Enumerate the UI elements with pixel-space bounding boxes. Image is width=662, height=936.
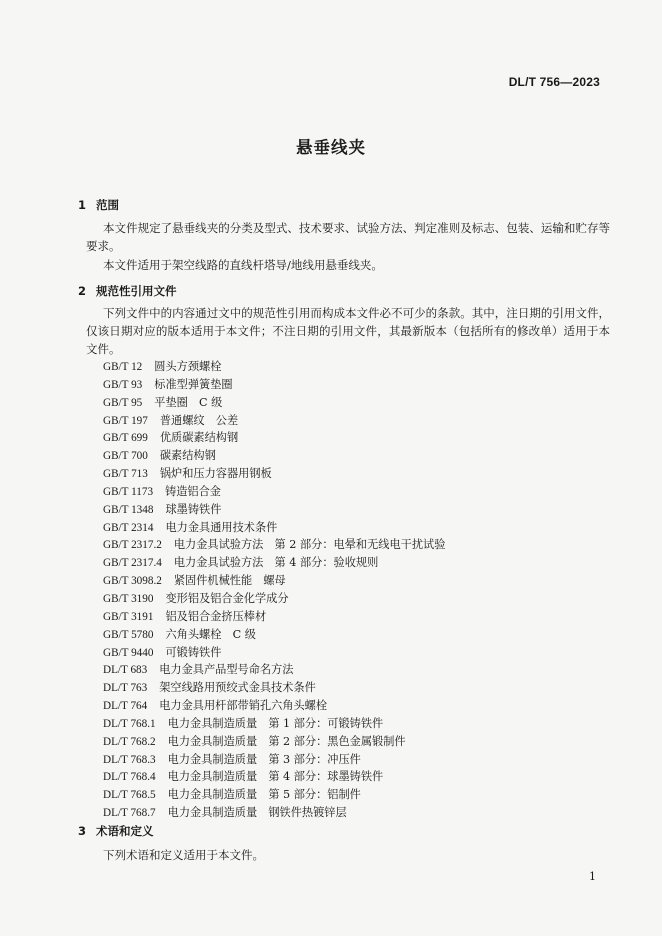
section-heading-text: 范围 <box>96 198 119 212</box>
reference-item <box>103 608 445 626</box>
reference-code: GB/T 9440 <box>103 646 154 659</box>
reference-title: 变形铝及铝合金化学成分 <box>165 591 289 605</box>
section-heading-text: 规范性引用文件 <box>96 284 177 298</box>
reference-item <box>103 768 445 786</box>
reference-item <box>103 412 445 430</box>
reference-title: 电力金具制造质量 第 5 部分：铝制件 <box>167 788 361 802</box>
reference-title: 电力金具产品型号命名方法 <box>159 663 294 677</box>
reference-title: 碳素结构钢 <box>159 449 216 463</box>
section-2-heading <box>78 283 177 299</box>
reference-title: 优质碳素结构钢 <box>159 431 239 445</box>
reference-item <box>103 447 445 465</box>
reference-item <box>103 786 445 804</box>
section-number: 2 <box>78 284 87 298</box>
reference-code: GB/T 197 <box>103 414 148 427</box>
reference-item <box>103 376 445 394</box>
reference-title: 架空线路用预绞式金具技术条件 <box>159 681 316 695</box>
reference-title: 电力金具制造质量 第 4 部分：球墨铸铁件 <box>167 770 384 784</box>
reference-title: 铝及铝合金挤压棒材 <box>165 609 267 623</box>
reference-title: 电力金具通用技术条件 <box>165 520 278 534</box>
reference-list <box>103 358 445 822</box>
reference-title: 电力金具制造质量 第 3 部分：冲压件 <box>167 752 361 766</box>
reference-code: DL/T 768.7 <box>103 807 156 820</box>
reference-title: 六角头螺栓 C 级 <box>165 627 256 641</box>
reference-title: 电力金具用杆部带销孔六角头螺栓 <box>159 699 328 713</box>
reference-title: 球墨铸铁件 <box>165 502 222 516</box>
reference-code: GB/T 2314 <box>103 521 154 534</box>
reference-title: 可锻铸铁件 <box>165 645 222 659</box>
reference-item <box>103 751 445 769</box>
reference-item <box>103 394 445 412</box>
section-number: 1 <box>78 198 87 212</box>
reference-title: 标准型弹簧垫圈 <box>154 377 233 391</box>
reference-item <box>103 626 445 644</box>
reference-title: 电力金具制造质量 第 2 部分：黑色金属锻制件 <box>167 734 406 748</box>
section-1-para-1: 本文件规定了悬垂线夹的分类及型式、技术要求、试验方法、判定准则及标志、包装、运输和贮存等要求。 <box>86 221 610 253</box>
reference-title: 普通螺纹 公差 <box>159 413 239 427</box>
reference-title: 平垫圈 C 级 <box>154 395 223 409</box>
reference-title: 电力金具制造质量 第 1 部分：可锻铸铁件 <box>167 716 384 730</box>
reference-code: GB/T 12 <box>103 361 143 373</box>
reference-item <box>103 429 445 447</box>
reference-item <box>103 501 445 519</box>
reference-code: GB/T 2317.4 <box>103 557 162 570</box>
reference-code: DL/T 768.1 <box>103 717 156 730</box>
reference-title: 电力金具试验方法 第 2 部分：电晕和无线电干扰试验 <box>173 538 446 552</box>
section-1-para-2: 本文件适用于架空线路的直线杆塔导/地线用悬垂线夹。 <box>103 258 383 272</box>
reference-title: 圆头方颈螺栓 <box>154 360 222 373</box>
reference-code: DL/T 764 <box>103 700 148 713</box>
reference-item <box>103 554 445 572</box>
reference-title: 电力金具制造质量 钢铁件热镀锌层 <box>167 806 347 820</box>
section-1-heading <box>78 197 119 213</box>
reference-item <box>103 679 445 697</box>
reference-item <box>103 697 445 715</box>
reference-code: GB/T 95 <box>103 396 143 409</box>
reference-item <box>103 519 445 537</box>
reference-code: DL/T 768.4 <box>103 771 156 784</box>
reference-item <box>103 733 445 751</box>
reference-title: 铸造铝合金 <box>165 484 221 498</box>
reference-code: GB/T 699 <box>103 432 148 445</box>
reference-code: DL/T 768.2 <box>103 735 156 748</box>
reference-item <box>103 483 445 501</box>
reference-code: DL/T 763 <box>103 682 148 695</box>
section-3-heading <box>78 823 154 839</box>
reference-item <box>103 572 445 590</box>
reference-item <box>103 715 445 733</box>
reference-code: GB/T 2317.2 <box>103 539 162 552</box>
reference-item <box>103 644 445 662</box>
section-3-para-1: 下列术语和定义适用于本文件。 <box>103 848 264 862</box>
reference-item <box>103 465 445 483</box>
reference-code: DL/T 683 <box>103 664 148 677</box>
reference-item <box>103 661 445 679</box>
reference-title: 锅炉和压力容器用钢板 <box>159 467 272 481</box>
reference-title: 紧固件机械性能 螺母 <box>173 574 286 588</box>
reference-item <box>103 536 445 554</box>
reference-item <box>103 590 445 608</box>
reference-title: 电力金具试验方法 第 4 部分：验收规则 <box>173 556 379 570</box>
reference-code: GB/T 5780 <box>103 628 154 641</box>
reference-code: GB/T 713 <box>103 468 148 481</box>
section-heading-text: 术语和定义 <box>96 824 154 838</box>
reference-code: GB/T 3191 <box>103 610 154 623</box>
section-number: 3 <box>78 824 87 838</box>
reference-item <box>103 804 445 822</box>
reference-code: GB/T 3190 <box>103 592 154 605</box>
page-title: 悬垂线夹 <box>296 138 366 157</box>
page-number: 1 <box>589 870 596 883</box>
reference-code: GB/T 93 <box>103 378 143 391</box>
reference-item <box>103 358 445 376</box>
reference-code: GB/T 700 <box>103 450 148 463</box>
reference-code: DL/T 768.3 <box>103 753 156 766</box>
doc-code: DL/T 756—2023 <box>508 75 600 89</box>
reference-code: GB/T 3098.2 <box>103 575 162 588</box>
reference-code: GB/T 1348 <box>103 503 154 516</box>
reference-code: DL/T 768.5 <box>103 789 156 802</box>
section-2-para-1: 下列文件中的内容通过文中的规范性引用而构成本文件必不可少的条款。其中，注日期的引用文件，仅该日期对应的版本适用于本文件；不注日期的引用文件，其最新版本（包括所有的修改单）适用于本文件。 <box>86 306 610 356</box>
reference-code: GB/T 1173 <box>103 485 154 498</box>
